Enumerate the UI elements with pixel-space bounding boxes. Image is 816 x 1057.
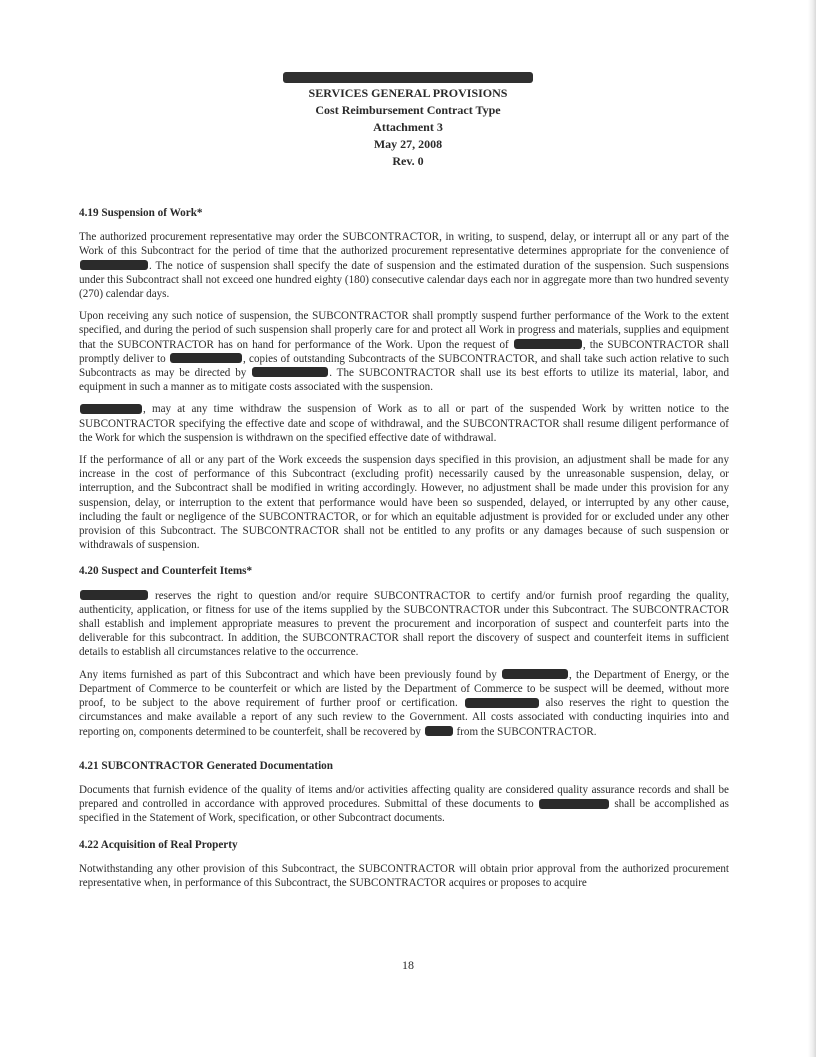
document-body [79, 206, 729, 902]
text: , the SUBCONTRACTOR shall promptly deliver to [79, 338, 729, 365]
redaction-bar [502, 669, 568, 679]
redaction-bar [80, 590, 148, 600]
section-heading: 4.19 Suspension of Work* [79, 207, 203, 219]
redaction-bar [465, 698, 539, 708]
paragraph: Notwithstanding any other provision of this Subcontract, the SUBCONTRACTOR will obtain prior approval from the authorized procurement representative when, in performance of this Subcontract, the SUBCONTRACTOR acquires or proposes to acquire [79, 862, 729, 889]
paragraph [79, 230, 729, 301]
text: The authorized procurement representative may order the SUBCONTRACTOR, in writing, to suspend, delay, or interrupt all or any part of the Work of this Subcontract for the period of time that the authorized procurement representative determines appropriate for the convenience of [79, 231, 729, 258]
paragraph [79, 402, 729, 445]
text: from the SUBCONTRACTOR. [456, 725, 597, 738]
text: reserves the right to question and/or require SUBCONTRACTOR to certify and/or furnish proof regarding the quality, authenticity, application, or fitness for use of the items supplied by the SUBCONTRACTOR under this Subcontract. The SUBCONTRACTOR shall establish and implement appropriate measures to prevent the procurement and incorporation of suspect and counterfeit parts into the deliverable for this subcontract. In addition, the SUBCONTRACTOR shall report the discovery of suspect and counterfeit items in sufficient details to establish all circumstances relative to the occurrence. [79, 589, 729, 659]
paragraph [79, 309, 729, 394]
redaction-bar [170, 353, 242, 363]
redaction-bar [80, 260, 148, 270]
header-revision: Rev. 0 [392, 154, 424, 168]
text: , copies of outstanding Subcontracts of the SUBCONTRACTOR, and shall take such action relative to such Subcontracts as may be directed by [79, 352, 729, 380]
redaction-bar [425, 726, 453, 736]
paragraph [79, 668, 729, 739]
header-date: May 27, 2008 [373, 137, 443, 151]
text: . The SUBCONTRACTOR shall use its best efforts to utilize its material, labor, and equipment in such a manner as to mitigate costs associated with the suspension. [79, 367, 730, 394]
redaction-bar [283, 72, 533, 83]
text: . The notice of suspension shall specify the date of suspension and the estimated duration of the suspension. Such suspensions under this Subcontract shall not exceed one hundred eighty (180) consecutive calendar days each nor in aggregate more than two hundred seventy (270) calendar days. [79, 259, 729, 301]
text: , may at any time withdraw the suspension of Work as to all or part of the suspended Work by written notice to the SUBCONTRACTOR specifying the effective date and scope of withdrawal, and the SUBCONTRACTOR shall resume diligent performance of the Work for which the suspension is withdrawn on the specified effective date of withdrawal. [79, 403, 729, 444]
text: Any items furnished as part of this Subcontract and which have been previously found by [79, 668, 497, 681]
document-header [200, 72, 616, 170]
section-4-20 [79, 564, 729, 738]
header-subtitle: Cost Reimbursement Contract Type [315, 103, 501, 117]
text: Upon receiving any such notice of suspension, the SUBCONTRACTOR shall promptly suspend further performance of the Work to the extent specified, and during the period of such suspension shall properly care for and protect all Work in progress and materials, supplies and equipment that the SUBCONTRACTOR has on hand for performance of the Work. Upon the request of [79, 310, 729, 351]
paragraph: If the performance of all or any part of the Work exceeds the suspension days specified in this provision, an adjustment shall be made for any increase in the cost of performance of this Subcontract (excluding profit) necessarily caused by the unreasonable suspension, delay, or interruption, and the Subcontract shall be modified in writing accordingly. However, no adjustment shall be made under this provision for any suspension, delay, or interruption to the extent that performance would have been so suspended, delayed, or interrupted by any other cause, including the fault or negligence of the SUBCONTRACTOR, or for which an equitable adjustment is provided for or excluded under any other provision of this Subcontract. The SUBCONTRACTOR shall not be entitled to any profits or any damages because of such suspension or withdrawals of suspension. [79, 454, 729, 552]
section-4-22 [79, 838, 729, 891]
section-4-21 [79, 759, 729, 826]
text: also reserves the right to question the circumstances and make available a report of any such review to the Government. All costs associated with conducting inquiries into and reporting on, components determined to be counterfeit, shall be recovered by [79, 697, 729, 738]
header-attachment: Attachment 3 [373, 120, 443, 134]
section-4-19 [79, 206, 729, 552]
paragraph [79, 783, 729, 826]
scan-edge-shadow [808, 0, 816, 1057]
page-number: 18 [402, 958, 414, 972]
redaction-bar [539, 799, 609, 809]
header-title: SERVICES GENERAL PROVISIONS [308, 86, 508, 100]
section-heading: 4.20 Suspect and Counterfeit Items* [79, 565, 253, 578]
section-heading: 4.22 Acquisition of Real Property [79, 838, 238, 851]
redaction-bar [514, 339, 582, 349]
redaction-bar [252, 367, 328, 377]
text: shall be accomplished as specified in the Statement of Work, specification, or other Subcontract documents. [79, 798, 729, 825]
text: , the Department of Energy, or the Department of Commerce to be counterfeit or which are listed by the Department of Commerce to be suspect will be deemed, without more proof, to be subject to the above requirement of further proof or certification. [79, 668, 729, 710]
paragraph [79, 589, 729, 660]
redaction-bar [80, 404, 142, 414]
section-heading: 4.21 SUBCONTRACTOR Generated Documentation [79, 759, 333, 772]
text: Documents that furnish evidence of the quality of items and/or activities affecting quality are considered quality assurance records and shall be prepared and controlled in accordance with approved procedures. Submittal of these documents to [79, 783, 729, 811]
